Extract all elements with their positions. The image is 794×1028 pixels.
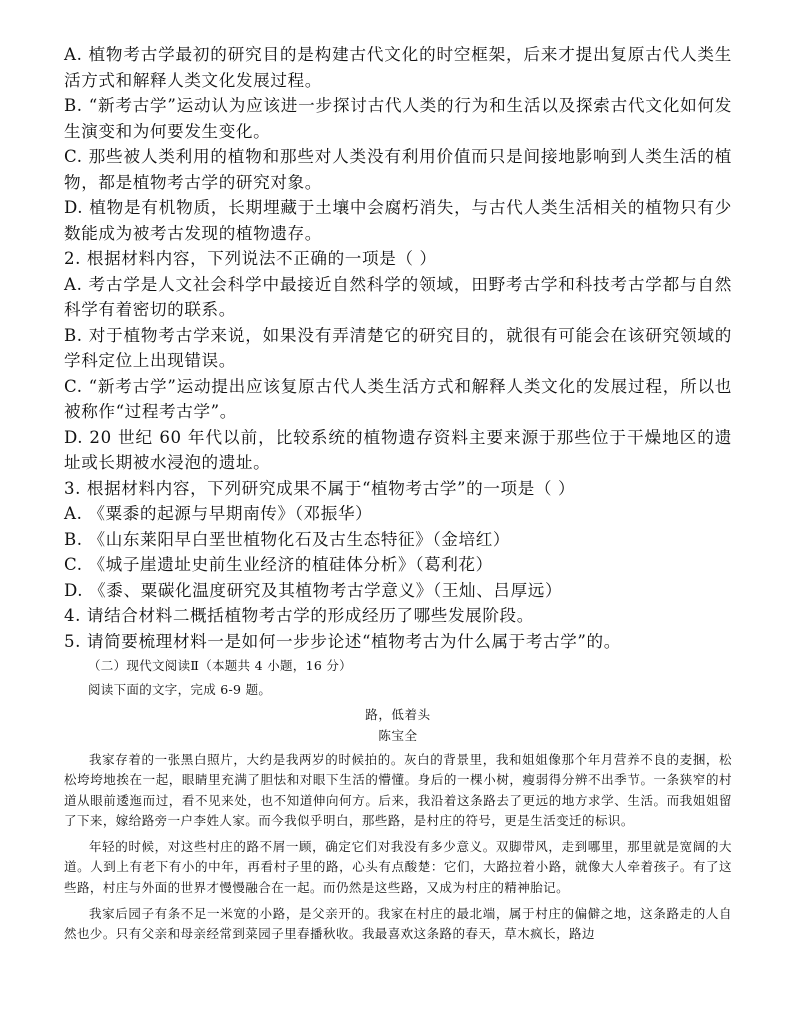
article-paragraph-3: 我家后园子有条不足一米宽的小路，是父亲开的。我家在村庄的最北端，属于村庄的偏僻之地，这条路走的人自然也少。只有父亲和母亲经常到菜园子里春播秋收。我最喜欢这条路的春天，草木疯长，路边 [64, 906, 732, 942]
q2-stem: 2. 根据材料内容，下列说法不正确的一项是（ ） [64, 249, 437, 268]
question-3 [64, 476, 732, 604]
question-5: 5. 请简要梳理材料一是如何一步步论述“植物考古为什么属于考古学”的。 [64, 631, 621, 651]
q2-option-b: B. 对于植物考古学来说，如果没有弄清楚它的研究目的，就很有可能会在该研究领域的学科定位上出现错误。 [64, 325, 732, 370]
q2-option-a: A. 考古学是人文社会科学中最接近自然科学的领域，田野考古学和科技考古学都与自然科学有着密切的联系。 [64, 274, 732, 319]
article-paragraph-1: 我家存着的一张黑白照片，大约是我两岁的时候拍的。灰白的背景里，我和姐姐像那个年月营养不良的麦捆，松松垮垮地挨在一起，眼睛里充满了胆怯和对眼下生活的懵懂。身后的一棵小树，瘦弱得分辨不出季节。一条狭窄的村道从眼前逶迤而过，看不见来处，也不知道伸向何方。后来，我沿着这条路去了更远的地方求学、生活。而我姐姐留了下来，嫁给路旁一户李姓人家。而今我似乎明白，那些路，是村庄的符号，更是生活变迁的标识。 [64, 752, 732, 828]
section-instruction: 阅读下面的文字，完成 6-9 题。 [88, 682, 272, 697]
question-2 [64, 246, 732, 476]
article-title: 路，低着头 [365, 707, 431, 722]
q1-option-a: A. 植物考古学最初的研究目的是构建古代文化的时空框架，后来才提出复原古代人类生活方式和解释人类文化发展过程。 [64, 45, 732, 90]
q3-option-a: A. 《粟黍的起源与早期南传》（邓振华） [64, 504, 373, 523]
article-author: 陈宝全 [378, 728, 418, 743]
q2-option-c: C. “新考古学”运动提出应该复原古代人类生活方式和解释人类文化的发展过程，所以也被称作“过程考古学”。 [64, 376, 732, 421]
q3-option-c: C. 《城子崖遗址史前生业经济的植硅体分析》（葛利花） [64, 555, 493, 574]
exam-page [64, 42, 732, 951]
section-heading: （二）现代文阅读Ⅱ（本题共 4 小题，16 分） [88, 658, 352, 673]
q3-stem: 3. 根据材料内容，下列研究成果不属于“植物考古学”的一项是（ ） [64, 478, 576, 498]
q1-option-c: C. 那些被人类利用的植物和那些对人类没有利用价值而只是间接地影响到人类生活的植物，都是植物考古学的研究对象。 [64, 147, 732, 192]
question-1-options [64, 42, 732, 246]
article-paragraph-2: 年轻的时候，对这些村庄的路不屑一顾，确定它们对我没有多少意义。双脚带风，走到哪里，那里就是宽阔的大道。人到上有老下有小的中年，再看村子里的路，心头有点酸楚：它们，大路拉着小路，就像大人牵着孩子。有了这些路，村庄与外面的世界才慢慢融合在一起。而仍然是这些路，又成为村庄的精神胎记。 [64, 839, 732, 895]
q2-option-d: D. 20 世纪 60 年代以前，比较系统的植物遗存资料主要来源于那些位于干燥地区的遗址或长期被水浸泡的遗址。 [64, 427, 732, 472]
q3-option-d: D. 《黍、粟碳化温度研究及其植物考古学意义》（王灿、吕厚远） [64, 580, 563, 600]
q1-option-b: B. “新考古学”运动认为应该进一步探讨古代人类的行为和生活以及探索古代文化如何发生演变和为何要发生变化。 [64, 96, 732, 141]
article [64, 704, 732, 945]
question-4: 4. 请结合材料二概括植物考古学的形成经历了哪些发展阶段。 [64, 606, 534, 625]
q1-option-d: D. 植物是有机物质，长期埋藏于土壤中会腐朽消失，与古代人类生活相关的植物只有少数能成为被考古发现的植物遗存。 [64, 198, 732, 243]
q3-option-b: B. 《山东莱阳早白垩世植物化石及古生态特征》（金培红） [64, 529, 511, 549]
